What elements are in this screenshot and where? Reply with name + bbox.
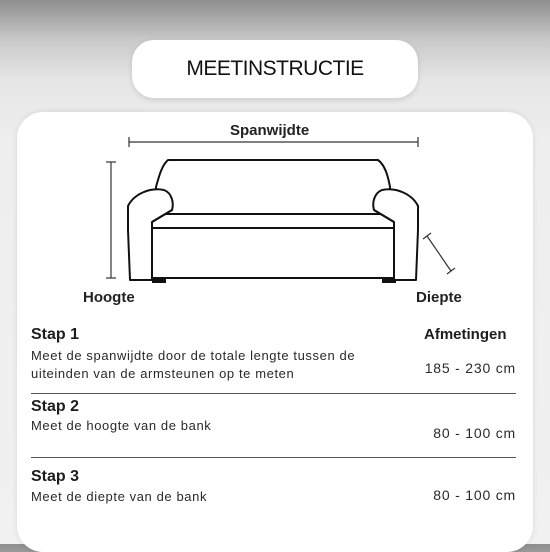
divider (31, 393, 516, 394)
depth-label: Diepte (416, 289, 462, 306)
step-1-value: 185 - 230 cm (424, 360, 516, 376)
dimensions-column-header: Afmetingen (424, 326, 507, 343)
step-3-value: 80 - 100 cm (433, 487, 516, 503)
page-title: MEETINSTRUCTIE (186, 57, 364, 80)
sofa-icon (128, 160, 418, 280)
width-label: Spanwijdte (230, 122, 310, 139)
step-2-value: 80 - 100 cm (433, 425, 516, 441)
step-1-title: Stap 1 (31, 326, 80, 343)
step-2-description: Meet de hoogte van de bank (31, 418, 212, 433)
step-3-description: Meet de diepte van de bank (31, 489, 208, 504)
height-dimension-line (106, 162, 116, 278)
step-1-description: Meet de spanwijdte door de totale lengte tussen de uiteinden van de armsteunen op te meten (31, 348, 356, 381)
depth-dimension-line (423, 233, 455, 274)
sofa-feet (152, 279, 396, 283)
step-3-title: Stap 3 (31, 468, 80, 485)
height-label: Hoogte (83, 289, 135, 306)
step-2-title: Stap 2 (31, 398, 80, 415)
divider (31, 457, 516, 458)
